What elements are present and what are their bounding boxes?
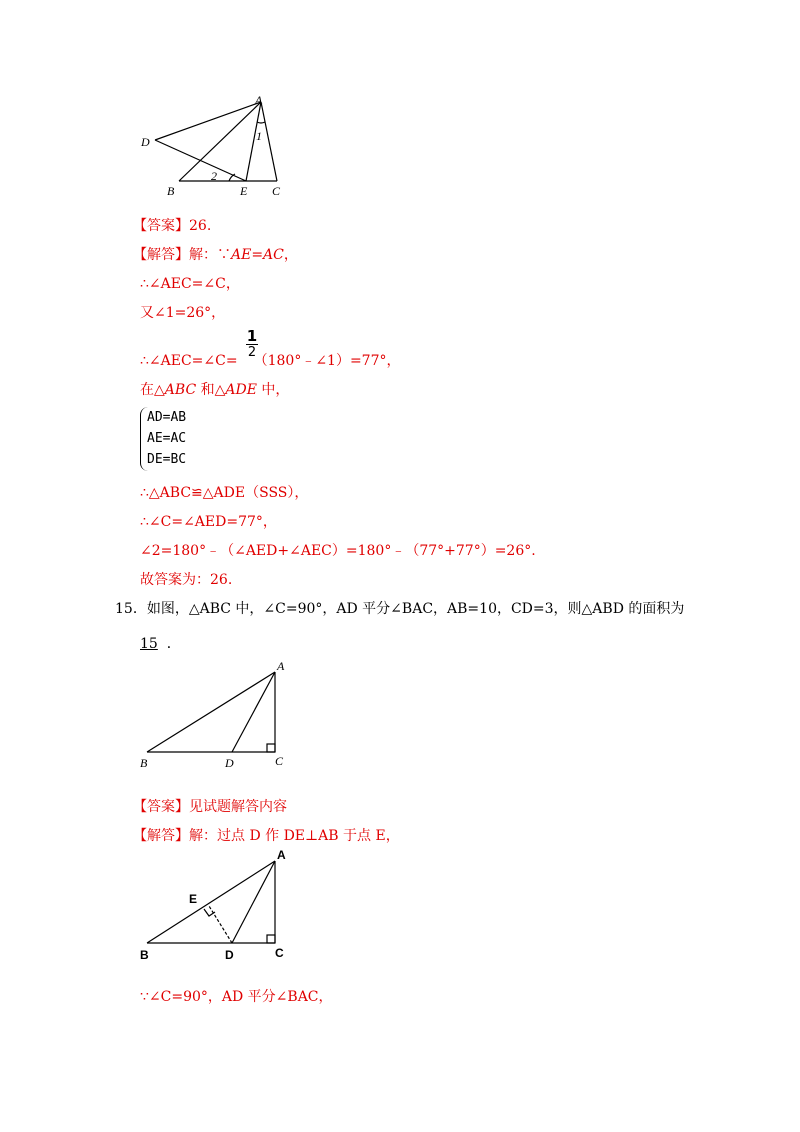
label-B: B — [140, 948, 149, 962]
prev-answer-line — [133, 217, 211, 235]
figure-right-triangle-with-perpendicular — [135, 845, 305, 970]
fraction-denominator: 2 — [247, 345, 257, 360]
label-A: A — [277, 848, 286, 862]
comma: ， — [283, 247, 298, 263]
right-angle-mark-C — [267, 935, 275, 943]
seg-DA — [155, 102, 261, 140]
line5-abc: ABC — [164, 382, 197, 398]
solution-intro: 解：∵ — [189, 247, 231, 263]
figure-right-triangle — [135, 655, 305, 775]
solution-line-4 — [140, 352, 401, 370]
solution-line-5 — [140, 381, 289, 399]
prev-solution-line — [133, 246, 298, 264]
seg-AB — [147, 861, 275, 943]
last-line: ∵∠C=90°，AD 平分∠BAC， — [140, 989, 333, 1005]
right-angle-mark-E — [204, 909, 215, 916]
solution-line-3: 又∠1=26°， — [140, 305, 226, 321]
equation-system — [140, 407, 186, 471]
system-eq-3: DE=BC — [147, 452, 187, 467]
label-C: C — [275, 946, 284, 960]
line5-ade: ADE — [225, 382, 257, 398]
question-15-blank — [140, 635, 181, 653]
system-eq-1: AD=AB — [147, 410, 187, 425]
line5-pre: 在△ — [140, 382, 165, 398]
answer15-line — [133, 798, 287, 816]
seg-AC — [261, 102, 277, 181]
label-C: C — [272, 184, 281, 198]
label-B: B — [140, 756, 148, 770]
answer15-tag: 【答案】 — [133, 799, 189, 815]
solution-line-7: ∴∠C=∠AED=77°， — [140, 514, 277, 530]
fraction-one-half — [246, 328, 258, 360]
line5-mid: 和△ — [196, 382, 226, 398]
label-A: A — [255, 93, 263, 107]
question-15 — [115, 600, 684, 618]
question-number: 15． — [115, 601, 147, 617]
right-angle-mark — [267, 744, 275, 752]
label-E: E — [240, 184, 248, 198]
seg-AB — [147, 672, 275, 752]
solution-line-9: 故答案为：26. — [140, 572, 233, 588]
seg-AD — [232, 861, 275, 943]
line5-post: 中， — [256, 382, 290, 398]
blank-answer: 15 — [140, 636, 158, 652]
solution15-line — [133, 827, 400, 845]
answer-tag: 【答案】 — [133, 218, 189, 234]
label-angle-2: 2 — [211, 169, 217, 183]
question-text: 如图，△ABC 中，∠C=90°，AD 平分∠BAC，AB=10，CD=3，则△ABD 的面积为 — [146, 601, 685, 617]
solution-line-8: ∠2=180°﹣（∠AED+∠AEC）=180°﹣（77°+77°）=26°. — [140, 543, 536, 559]
blank-period: ． — [166, 636, 181, 652]
fraction-numerator: 1 — [246, 327, 258, 345]
label-A: A — [277, 659, 285, 673]
label-C: C — [275, 754, 284, 768]
solution-tag: 【解答】 — [133, 247, 189, 263]
cond-ae-ac: AE=AC — [231, 247, 284, 263]
line4-pre: ∴∠AEC=∠C= — [140, 353, 238, 369]
angle-1-arc — [257, 122, 265, 123]
seg-AD — [232, 672, 275, 752]
label-B: B — [167, 184, 175, 198]
label-D: D — [225, 948, 234, 962]
solution-line-2: ∴∠AEC=∠C， — [140, 276, 240, 292]
answer-value: 26. — [189, 218, 212, 234]
seg-DE-dashed — [209, 906, 232, 943]
answer15-text: 见试题解答内容 — [189, 799, 287, 815]
figure-triangle-ade — [135, 92, 295, 202]
system-eq-2: AE=AC — [147, 431, 187, 446]
solution15-text: 解：过点 D 作 DE⊥AB 于点 E， — [189, 828, 400, 844]
solution-line-6: ∴△ABC≌△ADE（SSS）， — [140, 485, 309, 501]
label-E: E — [189, 892, 198, 906]
line4-post: （180°﹣∠1）=77°， — [253, 353, 401, 369]
label-angle-1: 1 — [256, 129, 262, 143]
solution15-tag: 【解答】 — [133, 828, 189, 844]
label-D: D — [141, 135, 150, 149]
label-D: D — [225, 756, 234, 770]
